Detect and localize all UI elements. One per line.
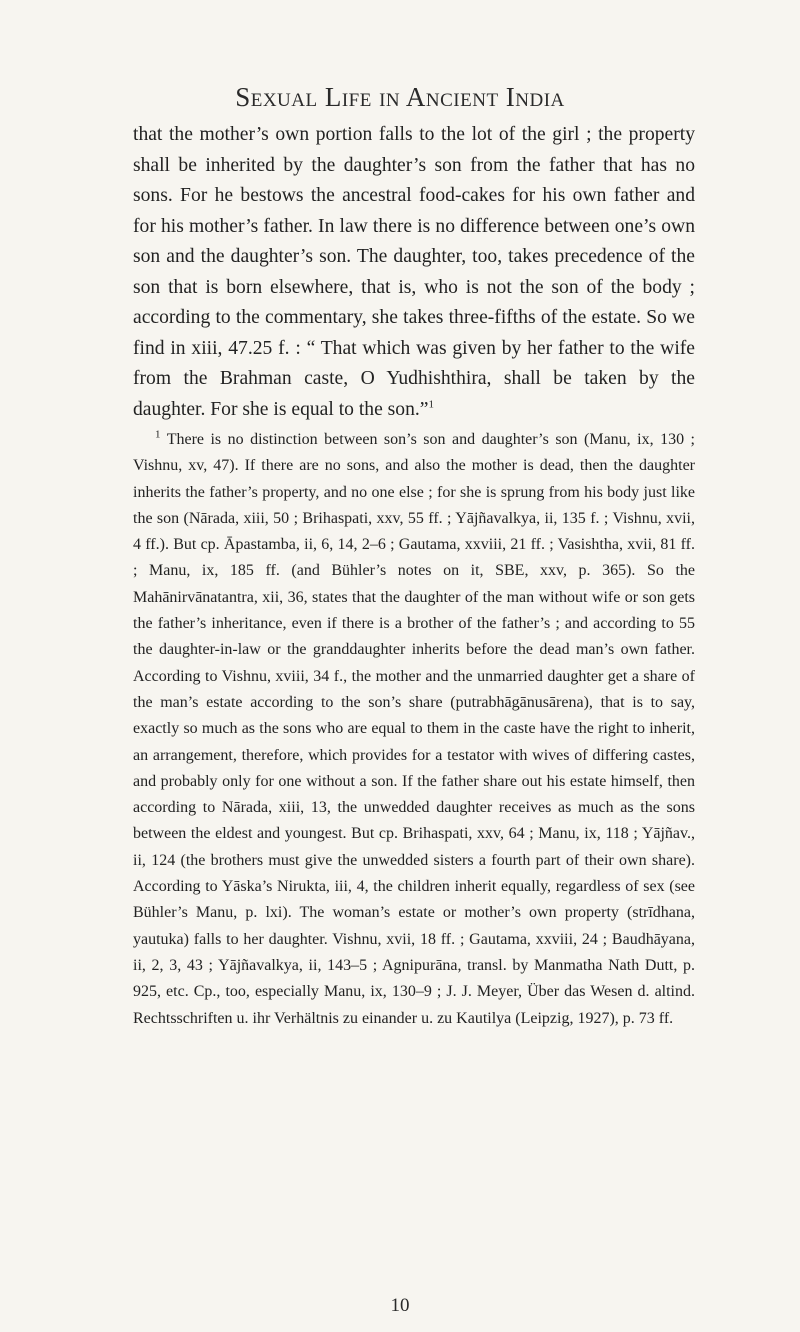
main-paragraph-text: that the mother’s own portion falls to the lot of the girl ; the property shall be inherited by the daughter’s son from the father that has no sons. For he bestows the ancestral food-cakes for his own father and for his mother’s father. In law there is no difference between one’s own son and the daughter’s son. The daughter, too, takes precedence of the son that is born elsewhere, that is, who is not the son of the body ; according to the commentary, she takes three-fifths of the estate. So we find in xiii, 47.25 f. : “ That which was given by her father to the wife from the Brahman caste, O Yudhishthira, shall be taken by the daughter. For she is equal to the son.” [133, 124, 695, 420]
main-paragraph [133, 120, 695, 425]
footnote [133, 427, 695, 1032]
footnote-text: There is no distinction between son’s son and daughter’s son (Manu, ix, 130 ; Vishnu, xv, 47). If there are no sons, and also the mother is dead, then the daughter inherits the father’s property, and no one else ; for she is sprung from his body just like the son (Nārada, xiii, 50 ; Brihaspati, xxv, 55 ff. ; Yājñavalkya, ii, 135 f. ; Vishnu, xvii, 4 ff.). But cp. Āpastamba, ii, 6, 14, 2–6 ; Gautama, xxviii, 21 ff. ; Vasishtha, xvii, 81 ff. ; Manu, ix, 185 ff. (and Bühler’s notes on it, SBE, xxv, p. 365). So the Mahānirvānatantra, xii, 36, states that the daughter of the man without wife or son gets the father’s inheritance, even if there is a brother of the father’s ; and according to 55 the daughter-in-law or the granddaughter inherits before the dead man’s own father. According to Vishnu, xviii, 34 f., the mother and the unmarried daughter get a share of the man’s estate according to the son’s share (putrabhāgānusārena), that is to say, exactly so much as the sons who are equal to them in the caste have the right to inherit, an arrangement, therefore, which provides for a testator with wives of differing castes, and probably only for one without a son. If the father share out his estate himself, then according to Nārada, xiii, 13, the unwedded daughter receives as much as the sons between the eldest and youngest. But cp. Brihaspati, xxv, 64 ; Manu, ix, 118 ; Yājñav., ii, 124 (the brothers must give the unwedded sisters a fourth part of their own share). According to Yāska’s Nirukta, iii, 4, the children inherit equally, regardless of sex (see Bühler’s Manu, p. lxi). The woman’s estate or mother’s own property (strīdhana, yautuka) falls to her daughter. Vishnu, xvii, 18 ff. ; Gautama, xxviii, 24 ; Baudhāyana, ii, 2, 3, 43 ; Yājñavalkya, ii, 143–5 ; Agnipurāna, transl. by Manmatha Nath Dutt, p. 925, etc. Cp., too, especially Manu, ix, 130–9 ; J. J. Meyer, Über das Wesen d. altind. Rechtsschriften u. ihr Verhältnis zu einander u. zu Kautilya (Leipzig, 1927), p. 73 ff. [133, 431, 696, 1027]
footnote-marker: 1 [155, 428, 161, 441]
footnote-reference[interactable]: 1 [428, 397, 434, 410]
page-number: 10 [390, 1295, 410, 1316]
running-title: Sexual Life in Ancient India [235, 82, 565, 112]
